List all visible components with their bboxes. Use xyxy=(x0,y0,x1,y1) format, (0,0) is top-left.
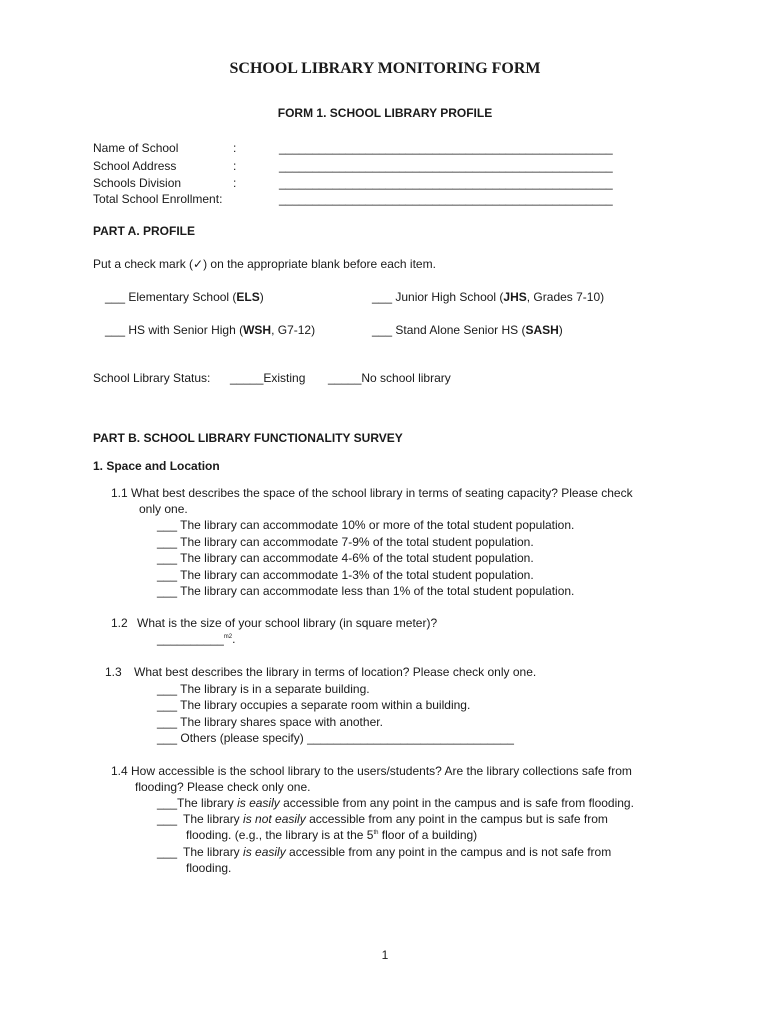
field-colon: : xyxy=(233,176,237,190)
part-a-instruction: Put a check mark (✓) on the appropriate blank before each item. xyxy=(93,257,436,271)
form-title: FORM 1. SCHOOL LIBRARY PROFILE xyxy=(277,106,493,120)
question-1-3-number: 1.3 xyxy=(105,665,122,679)
field-colon: : xyxy=(233,141,237,155)
q1-1-option[interactable]: ___ The library can accommodate 4-6% of the total student population. xyxy=(157,551,534,565)
field-label-school-address: School Address xyxy=(93,159,177,173)
q1-4-option-cont: flooding. xyxy=(186,861,232,875)
q1-1-option[interactable]: ___ The library can accommodate 7-9% of the total student population. xyxy=(157,535,534,549)
q1-4-option: The library is easily accessible from any point in the campus and is not safe from xyxy=(183,845,612,859)
part-b-heading: PART B. SCHOOL LIBRARY FUNCTIONALITY SURVEY xyxy=(93,431,403,445)
field-label-school-name: Name of School xyxy=(93,141,179,155)
q1-1-option[interactable]: ___ The library can accommodate less than 1% of the total student population. xyxy=(157,584,575,598)
size-answer-blank[interactable]: __________$^{m2}$. xyxy=(157,632,236,646)
option-jhs[interactable]: ___ Junior High School (JHS, Grades 7-10) xyxy=(372,290,605,304)
status-none-option[interactable]: _____No school library xyxy=(328,371,451,385)
option-sash[interactable]: ___ Stand Alone Senior HS (SASH) xyxy=(372,323,563,337)
option-els[interactable]: ___ Elementary School (ELS) xyxy=(105,290,264,304)
field-colon: : xyxy=(233,159,237,173)
field-label-schools-division: Schools Division xyxy=(93,176,182,190)
part-a-heading: PART A. PROFILE xyxy=(93,224,195,238)
question-1-4-cont: flooding? Please check only one. xyxy=(135,780,311,794)
status-existing-option[interactable]: _____Existing xyxy=(230,371,306,385)
q1-4-option-cont: flooding. (e.g., the library is at the 5th floor of a building) xyxy=(186,828,478,842)
q1-4-option: The library is not easily accessible from any point in the campus but is safe from xyxy=(183,812,608,826)
question-1-2: What is the size of your school library (in square meter)? xyxy=(137,616,438,630)
question-1-2-number: 1.2 xyxy=(111,616,128,630)
question-1-1: 1.1 What best describes the space of the school library in terms of seating capacity? Please check xyxy=(111,486,633,500)
q1-4-option-blank[interactable]: ___ xyxy=(157,812,178,826)
q1-3-option-others[interactable]: ___ Others (please specify) _______________________________ xyxy=(157,731,514,745)
field-label-enrollment: Total School Enrollment: xyxy=(93,192,223,206)
q1-1-option[interactable]: ___ The library can accommodate 1-3% of the total student population. xyxy=(157,568,534,582)
section-space-location: 1. Space and Location xyxy=(93,459,220,473)
q1-4-option-blank[interactable]: ___ xyxy=(157,845,178,859)
check-mark-icon: ✓ xyxy=(193,257,204,271)
question-1-4: 1.4 How accessible is the school library to the users/students? Are the library collections safe from xyxy=(111,764,632,778)
option-wsh[interactable]: ___ HS with Senior High (WSH, G7-12) xyxy=(105,323,316,337)
field-blank-enrollment[interactable]: __________________________________________________ xyxy=(279,192,613,206)
q1-3-option[interactable]: ___ The library occupies a separate room within a building. xyxy=(157,698,471,712)
field-blank-school-address[interactable]: __________________________________________________ xyxy=(279,159,613,173)
document-title: SCHOOL LIBRARY MONITORING FORM xyxy=(229,60,541,77)
page-number: 1 xyxy=(381,948,389,962)
q1-3-option[interactable]: ___ The library shares space with another. xyxy=(157,715,383,729)
field-blank-schools-division[interactable]: __________________________________________________ xyxy=(279,176,613,190)
q1-3-option[interactable]: ___ The library is in a separate building. xyxy=(157,682,370,696)
question-1-3: What best describes the library in terms of location? Please check only one. xyxy=(134,665,537,679)
field-blank-school-name[interactable]: __________________________________________________ xyxy=(279,141,613,155)
library-status-label: School Library Status: xyxy=(93,371,211,385)
q1-1-option[interactable]: ___ The library can accommodate 10% or more of the total student population. xyxy=(157,518,575,532)
question-1-1-cont: only one. xyxy=(139,502,188,516)
q1-4-option[interactable]: ___The library is easily accessible from any point in the campus and is safe from flooding. xyxy=(157,796,634,810)
